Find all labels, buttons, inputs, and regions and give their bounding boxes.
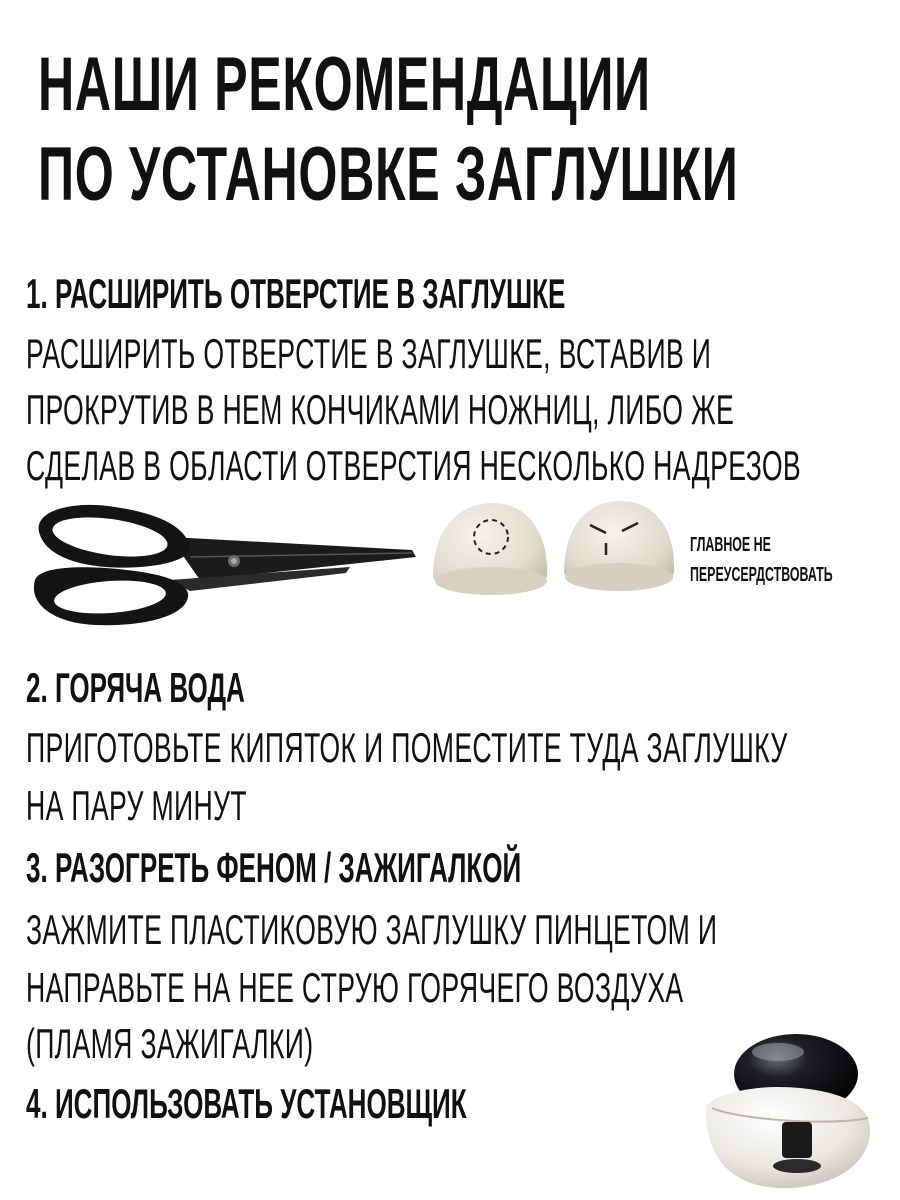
step-2-line-2: НА ПАРУ МИНУТ [26, 782, 247, 829]
step-2-line-1: ПРИГОТОВЬТЕ КИПЯТОК И ПОМЕСТИТЕ ТУДА ЗАГЛУШКУ [26, 724, 788, 771]
step-3-line-2: НАПРАВЬТЕ НА НЕЕ СТРУЮ ГОРЯЧЕГО ВОЗДУХА [26, 964, 684, 1011]
cap-cuts-icon [560, 495, 680, 607]
step-1-heading: 1. РАСШИРИТЬ ОТВЕРСТИЕ В ЗАГЛУШКЕ [26, 270, 566, 317]
scissors-icon [20, 495, 420, 630]
step-1-line-3: СДЕЛАВ В ОБЛАСТИ ОТВЕРСТИЯ НЕСКОЛЬКО НАДРЕЗОВ [26, 442, 802, 489]
note-text [690, 530, 833, 590]
step-1-line-1: РАСШИРИТЬ ОТВЕРСТИЕ В ЗАГЛУШКЕ, ВСТАВИВ И [26, 330, 712, 377]
title-line-1: НАШИ РЕКОМЕНДАЦИИ [38, 42, 651, 127]
note-line-1: ГЛАВНОЕ НЕ [690, 534, 771, 556]
step-3-heading: 3. РАЗОГРЕТЬ ФЕНОМ / ЗАЖИГАЛКОЙ [26, 844, 522, 891]
step-3-line-3: (ПЛАМЯ ЗАЖИГАЛКИ) [26, 1020, 314, 1067]
step-3-line-1: ЗАЖМИТЕ ПЛАСТИКОВУЮ ЗАГЛУШКУ ПИНЦЕТОМ И [26, 906, 718, 953]
page-title [38, 40, 900, 220]
step-2-heading: 2. ГОРЯЧА ВОДА [26, 664, 245, 711]
cap-dashed-circle-icon [425, 497, 555, 609]
step-1-line-2: ПРОКРУТИВ В НЕМ КОНЧИКАМИ НОЖНИЦ, ЛИБО ЖЕ [26, 386, 735, 433]
eye-in-cap-icon [700, 1022, 878, 1192]
title-line-2: ПО УСТАНОВКЕ ЗАГЛУШКИ [38, 132, 739, 217]
step-4-heading: 4. ИСПОЛЬЗОВАТЬ УСТАНОВЩИК [26, 1080, 467, 1127]
note-line-2: ПЕРЕУСЕРДСТВОВАТЬ [690, 564, 833, 586]
